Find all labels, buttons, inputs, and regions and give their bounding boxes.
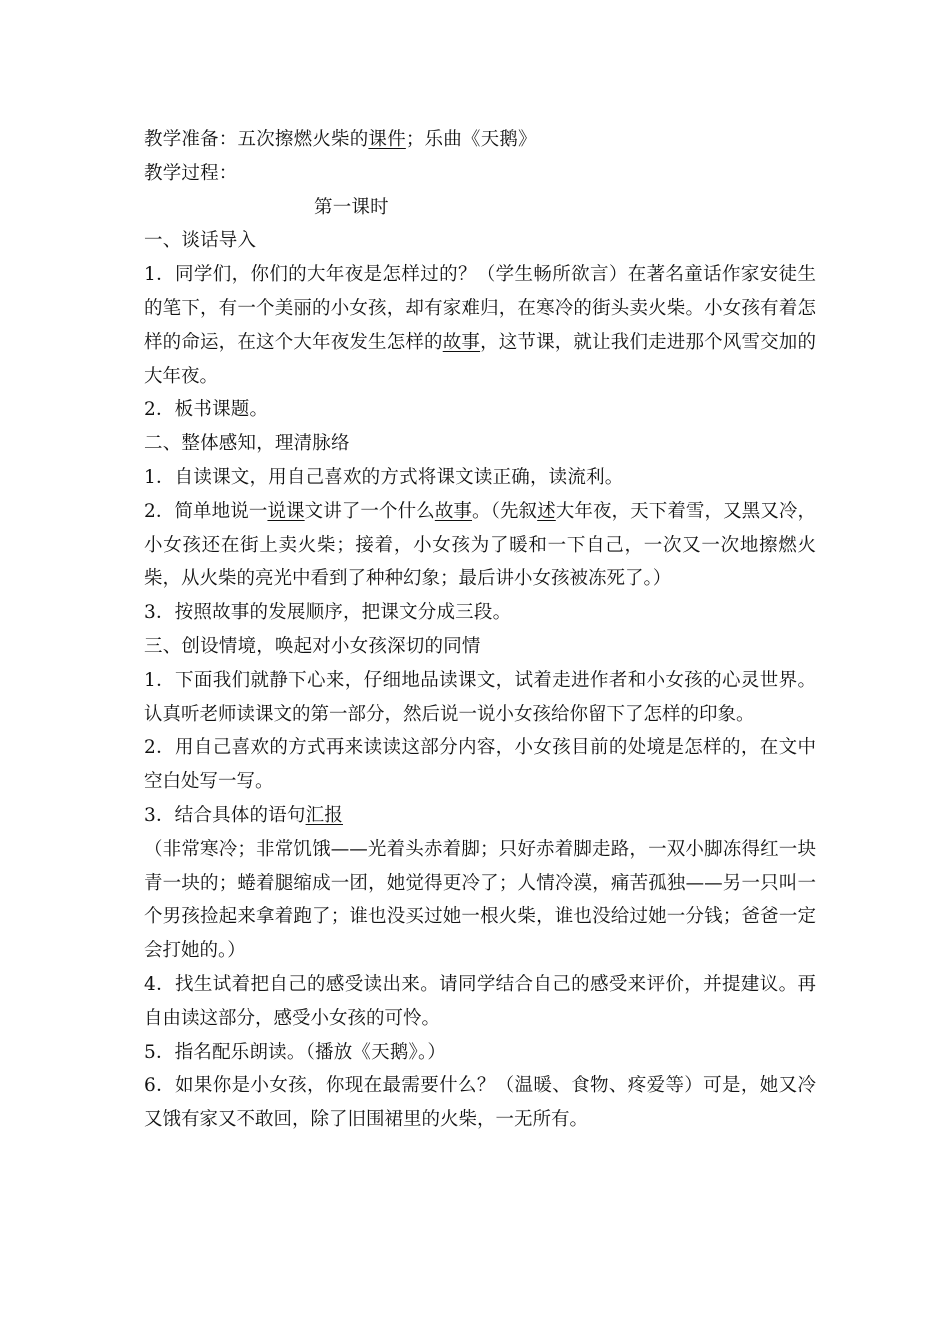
section-3-paragraph-6: 5．指名配乐朗读。（播放《天鹅》。） (144, 1041, 447, 1063)
underlined-term: 故事 (434, 500, 473, 522)
paragraph-text: 1．同学们，你们的大年夜是怎样过的？（学生畅所欲言）在著名童话作家安徒生的笔下，有一个美丽的小女孩，却有家难归，在寒冷的街头卖火柴。小女孩有着怎样的命运，在这个大年夜发生怎样的 (144, 264, 816, 353)
underlined-term: 故事 (442, 331, 481, 353)
paragraph-text: 。（先叙 (472, 500, 538, 522)
section-3-paragraph-4: （非常寒冷；非常饥饿——光着头赤着脚；只好赤着脚走路，一双小脚冻得红一块青一块的；蜷着腿缩成一团，她觉得更冷了；人情冷漠，痛苦孤独——另一只叫一个男孩捡起来拿着跑了；谁也没买过她一根火柴，谁也没给过她一分钱；爸爸一定会打她的。） (144, 838, 816, 962)
section-2-paragraph-2 (144, 495, 816, 596)
paragraph-text: 大年夜，天下着雪，又黑又冷，小女孩还在街上卖火柴；接着，小女孩为了暖和一下自己，一次又一次地擦燃火柴，从火柴的亮光中看到了种种幻象；最后讲小女孩被冻死了。） (144, 500, 816, 590)
section-2-paragraph-1: 1．自读课文，用自己喜欢的方式将课文读正确，读流利。 (144, 466, 624, 488)
section-heading-1: 一、谈话导入 (144, 230, 257, 252)
section-1-paragraph-1 (144, 258, 816, 393)
teaching-prep-text: 五次擦燃火柴的 (237, 129, 369, 150)
underlined-term: 说课 (267, 500, 305, 522)
teaching-prep-line (144, 123, 816, 157)
teaching-process-label: 教学过程： (144, 162, 238, 184)
courseware-link[interactable]: 课件 (368, 129, 406, 150)
lesson-title: 第一课时 (314, 196, 389, 218)
section-3-paragraph-7: 6．如果你是小女孩，你现在最需要什么？（温暖、食物、疼爱等）可是，她又冷又饿有家又不敢回，除了旧围裙里的火柴，一无所有。 (144, 1075, 816, 1131)
section-3-paragraph-3 (144, 799, 816, 833)
section-heading-3: 三、创设情境，唤起对小女孩深切的同情 (144, 635, 481, 657)
paragraph-text: 3．结合具体的语句 (144, 804, 306, 826)
section-3-paragraph-5: 4．找生试着把自己的感受读出来。请同学结合自己的感受来评价，并提建议。再自由读这部分，感受小女孩的可怜。 (144, 973, 816, 1029)
document-body (144, 123, 816, 1137)
teaching-prep-music: ；乐曲《天鹅》 (405, 129, 537, 150)
section-2-paragraph-3: 3．按照故事的发展顺序，把课文分成三段。 (144, 602, 512, 624)
underlined-term: 述 (537, 500, 556, 522)
section-3-paragraph-2: 2．用自己喜欢的方式再来读读这部分内容，小女孩目前的处境是怎样的，在文中空白处写一写。 (144, 737, 816, 793)
section-3-paragraph-1: 1．下面我们就静下心来，仔细地品读课文，试着走进作者和小女孩的心灵世界。认真听老师读课文的第一部分，然后说一说小女孩给你留下了怎样的印象。 (144, 669, 816, 725)
section-heading-2: 二、整体感知，理清脉络 (144, 433, 350, 455)
teaching-prep-label: 教学准备： (144, 129, 238, 150)
paragraph-text: 2．简单地说一 (144, 500, 268, 522)
paragraph-text: 文讲了一个什么 (304, 500, 435, 522)
underlined-term: 汇报 (305, 804, 343, 826)
paragraph-text: ，这节课，就让我们走进那个风雪交加的大年夜。 (144, 331, 816, 387)
section-1-paragraph-2: 2．板书课题。 (144, 399, 269, 421)
